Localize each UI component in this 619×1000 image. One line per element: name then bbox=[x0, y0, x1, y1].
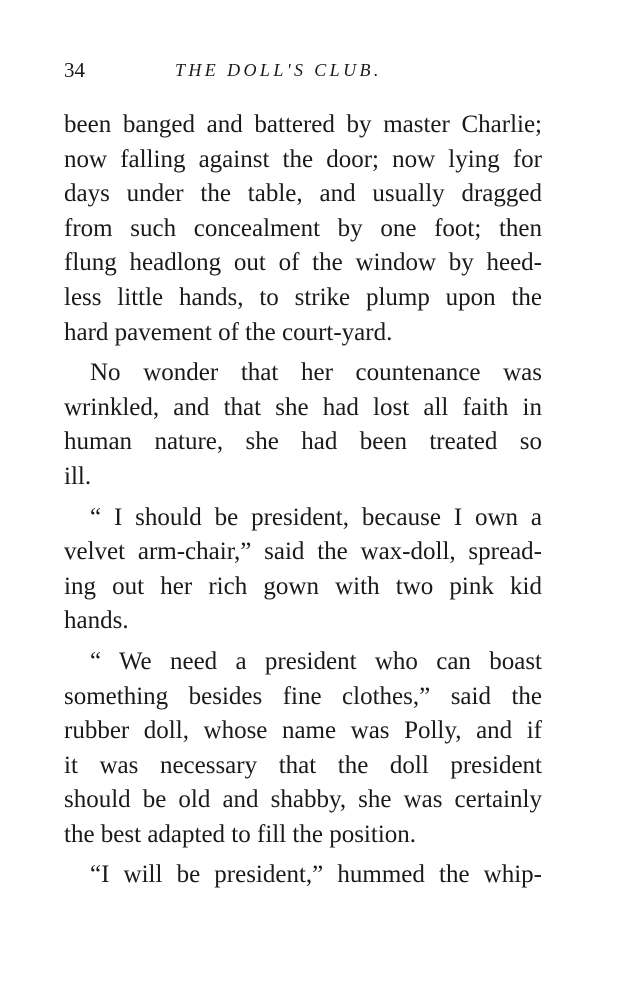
text-line: wrinkled, and that she had lost all faith in bbox=[64, 393, 542, 421]
text-line: from such concealment by one foot; then bbox=[64, 214, 542, 242]
text-line: been banged and battered by master Charlie; bbox=[64, 111, 542, 138]
text-line: human nature, she had been treated so bbox=[64, 428, 542, 456]
page-number: 34 bbox=[64, 58, 85, 82]
page-header bbox=[64, 58, 542, 88]
text-line: ing out her rich gown with two pink kid bbox=[64, 572, 542, 600]
running-head: THE DOLL'S CLUB. bbox=[175, 60, 382, 80]
paragraph bbox=[64, 356, 542, 494]
text-line: now falling against the door; now lying for bbox=[64, 145, 542, 173]
text-line: No wonder that her countenance was bbox=[90, 359, 542, 387]
paragraph bbox=[64, 108, 542, 350]
text-line: less little hands, to strike plump upon the bbox=[64, 283, 542, 311]
text-line: days under the table, and usually dragged bbox=[64, 180, 542, 208]
text-line: velvet arm-chair,” said the wax-doll, spread- bbox=[64, 538, 542, 566]
body-text bbox=[64, 108, 542, 893]
text-line: hard pavement of the court-yard. bbox=[64, 318, 393, 346]
paragraph bbox=[64, 501, 542, 639]
text-line: ill. bbox=[64, 462, 92, 490]
text-line: it was necessary that the doll president bbox=[64, 751, 542, 779]
text-line: hands. bbox=[64, 607, 129, 635]
text-line: “ I should be president, because I own a bbox=[90, 503, 542, 531]
text-line: flung headlong out of the window by heed- bbox=[64, 249, 542, 277]
text-line: the best adapted to fill the position. bbox=[64, 820, 417, 848]
paragraph bbox=[64, 858, 542, 893]
text-line: “I will be president,” hummed the whip- bbox=[90, 861, 542, 889]
text-line: something besides fine clothes,” said the bbox=[64, 682, 542, 710]
text-line: should be old and shabby, she was certainly bbox=[64, 786, 542, 814]
paragraph bbox=[64, 645, 542, 853]
text-line: “ We need a president who can boast bbox=[90, 647, 542, 675]
text-line: rubber doll, whose name was Polly, and if bbox=[64, 717, 542, 745]
